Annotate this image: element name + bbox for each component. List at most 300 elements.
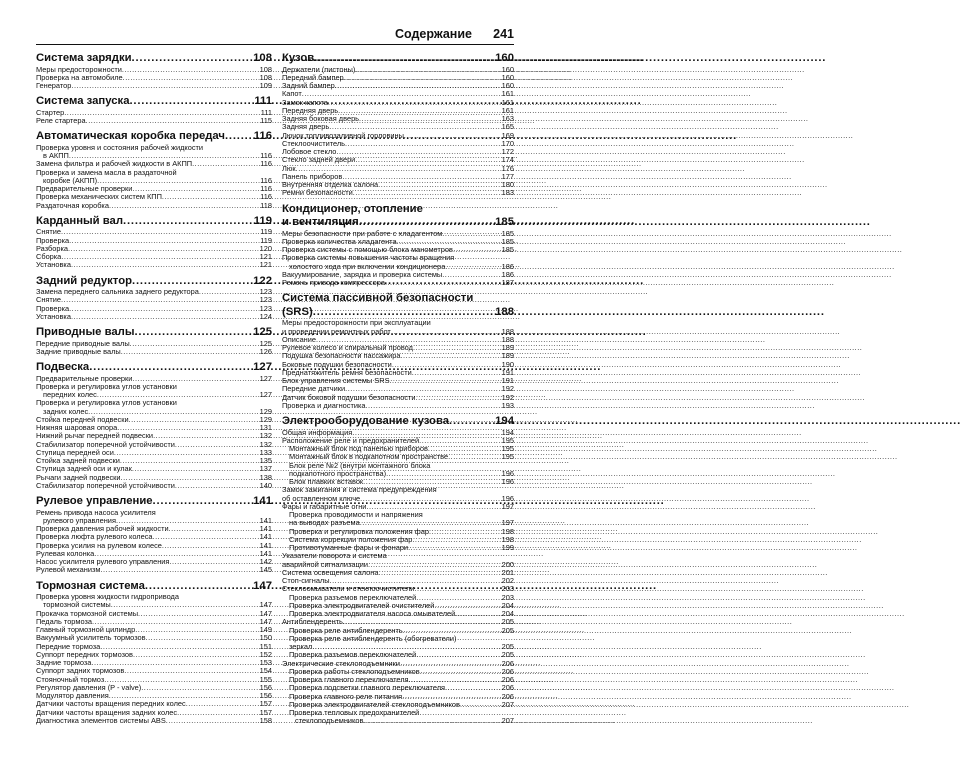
entry-page: 120 bbox=[259, 243, 272, 253]
section-page: 194 bbox=[495, 415, 514, 427]
entry-text: Противотуманные фары и фонари bbox=[289, 543, 409, 552]
entry-text: Блок управления системы SRS bbox=[282, 376, 390, 385]
entry-text: Преднатяжитель ремня безопасности bbox=[282, 367, 412, 377]
dot-leader bbox=[71, 261, 260, 269]
entry-page: 186 bbox=[501, 269, 514, 279]
entry-text: Монтажный блок в подкапотном пространстве bbox=[289, 452, 449, 462]
entry-page: 204 bbox=[501, 609, 514, 618]
entry-text: Рулевая колонка bbox=[36, 548, 95, 558]
entry-text: Проверка и регулировка углов установки bbox=[36, 381, 177, 391]
entry-page: 174 bbox=[501, 155, 514, 165]
dot-leader bbox=[359, 216, 495, 230]
toc-entry bbox=[36, 82, 272, 90]
entry-text: коробке (АКПП) bbox=[43, 175, 98, 185]
entry-text: Задний бампер bbox=[282, 81, 335, 90]
entry-text: Ремень привода компрессора bbox=[282, 278, 385, 287]
entry-text: Рычаги задней подвески bbox=[36, 472, 121, 482]
entry-page: 141 bbox=[259, 515, 272, 525]
entry-text: Замена фильтра и рабочей жидкости в АКПП bbox=[36, 159, 193, 169]
toc-section bbox=[36, 130, 272, 210]
section-page: 108 bbox=[253, 52, 272, 64]
entry-page: 116 bbox=[260, 151, 272, 160]
entry-text: Предварительные проверки bbox=[36, 373, 133, 383]
entry-page: 188 bbox=[501, 326, 514, 336]
entry-page: 170 bbox=[501, 138, 514, 148]
entry-page: 141 bbox=[259, 548, 272, 558]
section-title: Кузов bbox=[282, 52, 315, 64]
entry-page: 169 bbox=[501, 130, 514, 140]
section-heading bbox=[36, 495, 272, 509]
entry-page: 192 bbox=[501, 392, 514, 402]
entry-page: 195 bbox=[501, 444, 514, 453]
entry-page: 158 bbox=[259, 715, 272, 725]
entry-page: 185 bbox=[501, 245, 514, 254]
entry-page: 141 bbox=[259, 532, 272, 542]
toc-entry bbox=[282, 279, 514, 287]
entry-text: Описание bbox=[282, 334, 317, 344]
toc-section bbox=[36, 580, 272, 726]
entry-page: 141 bbox=[259, 524, 272, 533]
entry-text: Монтажный блок под панелью приборов bbox=[289, 444, 428, 453]
entry-text: Замок зажигания и система предупреждения bbox=[282, 485, 437, 495]
dot-leader bbox=[385, 279, 502, 287]
section-heading bbox=[282, 203, 514, 217]
section-heading bbox=[36, 95, 272, 109]
entry-text: Проверка усилия на рулевом колесе bbox=[36, 540, 162, 550]
dot-leader bbox=[460, 701, 502, 709]
entry-page: 205 bbox=[501, 625, 514, 635]
entry-text: Передний бампер bbox=[282, 72, 344, 82]
entry-text: Проверка главного переключателя bbox=[289, 675, 409, 684]
dot-leader bbox=[71, 313, 260, 321]
entry-page: 156 bbox=[259, 691, 272, 700]
entry-text: Сборка bbox=[36, 252, 62, 261]
toc-entry bbox=[36, 348, 272, 356]
entry-text: Проверка уровня и состояния рабочей жидкости bbox=[36, 142, 204, 152]
entry-text: Подушка безопасности пассажира bbox=[282, 351, 401, 361]
entry-page: 141 bbox=[259, 540, 272, 550]
entry-text: Проверка разъемов переключателей bbox=[289, 650, 417, 660]
entry-text: Рулевой механизм bbox=[36, 565, 101, 575]
entry-text: Проверка разъемов переключателей bbox=[289, 592, 417, 602]
entry-text: Проверка механических систем КПП bbox=[36, 192, 162, 202]
entry-text: тормозной системы bbox=[43, 600, 111, 610]
entry-text: Снятие bbox=[36, 295, 62, 305]
entry-page: 206 bbox=[501, 666, 514, 676]
section-heading bbox=[36, 52, 272, 66]
entry-page: 132 bbox=[259, 439, 272, 449]
entry-text: Проверка люфта рулевого колеса bbox=[36, 532, 153, 542]
toc-entry bbox=[36, 482, 272, 490]
section-heading bbox=[282, 52, 514, 66]
entry-text: задних колес bbox=[43, 406, 89, 416]
entry-page: 206 bbox=[501, 658, 514, 668]
section-title: Система зарядки bbox=[36, 52, 132, 64]
toc-section bbox=[282, 52, 514, 198]
entry-page: 200 bbox=[501, 559, 514, 569]
entry-text: Генератор bbox=[36, 81, 72, 90]
entry-page: 161 bbox=[501, 97, 514, 107]
dot-leader bbox=[100, 566, 259, 574]
toc-entry bbox=[36, 261, 272, 269]
entry-text: Ремни безопасности bbox=[282, 188, 353, 198]
entry-page: 156 bbox=[259, 682, 272, 692]
entry-text: Стартер bbox=[36, 107, 65, 117]
entry-text: Задние приводные валы bbox=[36, 346, 121, 356]
entry-text: в АКПП bbox=[43, 151, 69, 160]
toc-section bbox=[36, 361, 272, 490]
entry-page: 157 bbox=[259, 699, 272, 709]
entry-text: Прокачка тормозной системы bbox=[36, 608, 139, 618]
dot-leader bbox=[153, 495, 254, 509]
section-page: 119 bbox=[253, 214, 272, 227]
entry-text: Реле стартера bbox=[36, 116, 86, 125]
toc-section bbox=[36, 52, 272, 90]
entry-page: 207 bbox=[501, 716, 514, 726]
entry-text: Установка bbox=[36, 311, 71, 321]
entry-text: Педаль тормоза bbox=[36, 616, 93, 626]
entry-text: зеркал bbox=[289, 642, 313, 651]
toc-section bbox=[36, 275, 272, 322]
entry-text: Главный тормозной цилиндр bbox=[36, 625, 136, 634]
entry-text: Проверка и диагностика bbox=[282, 400, 366, 410]
section-title: Карданный вал bbox=[36, 214, 124, 227]
entry-page: 196 bbox=[501, 468, 514, 478]
toc-entry bbox=[36, 313, 272, 321]
entry-page: 119 bbox=[260, 227, 272, 237]
entry-text: Суппорт задних тормозов bbox=[36, 666, 125, 676]
entry-text: Ремень привода насоса усилителя bbox=[36, 507, 156, 517]
entry-page: 140 bbox=[259, 480, 272, 490]
entry-page: 176 bbox=[501, 163, 514, 173]
entry-text: Замок капота bbox=[282, 97, 328, 107]
dot-leader bbox=[366, 402, 502, 410]
toc-section bbox=[282, 415, 514, 726]
entry-text: Передние тормоза bbox=[36, 641, 101, 651]
entry-page: 123 bbox=[259, 287, 272, 296]
entry-text: и проведении ремонтных работ bbox=[282, 326, 391, 336]
entry-page: 123 bbox=[259, 295, 272, 305]
entry-page: 132 bbox=[259, 431, 272, 441]
entry-text: аварийной сигнализации bbox=[282, 559, 368, 569]
entry-page: 149 bbox=[259, 625, 272, 634]
entry-page: 195 bbox=[501, 452, 514, 462]
entry-page: 203 bbox=[501, 592, 514, 602]
entry-text: Модулятор давления bbox=[36, 691, 109, 700]
entry-text: Диагностика элементов системы ABS bbox=[36, 715, 166, 725]
section-page: 188 bbox=[495, 305, 514, 318]
entry-page: 203 bbox=[501, 584, 514, 594]
section-page: 111 bbox=[254, 95, 272, 108]
entry-text: Проверка реле антиблендеренть (обогреватели) bbox=[289, 633, 457, 643]
toc-entry bbox=[36, 117, 272, 125]
section-title: Задний редуктор bbox=[36, 274, 132, 287]
entry-page: 116 bbox=[260, 159, 272, 169]
entry-text: Передние приводные валы bbox=[36, 338, 130, 348]
dot-leader bbox=[225, 130, 254, 144]
entry-page: 121 bbox=[259, 252, 272, 261]
section-heading bbox=[36, 361, 272, 375]
entry-text: Нижний рычаг передней подвески bbox=[36, 431, 154, 441]
section-heading bbox=[36, 275, 272, 289]
entry-text: Регулятор давления (P - valve) bbox=[36, 682, 142, 692]
entry-text: Замена переднего сальника заднего редуктора bbox=[36, 287, 199, 296]
entry-text: Система коррекции положения фар bbox=[289, 534, 413, 544]
entry-text: Стабилизатор поперечной устойчивости bbox=[36, 439, 175, 449]
entry-page: 206 bbox=[501, 675, 514, 684]
entry-text: Передние датчики bbox=[282, 384, 346, 394]
entry-page: 191 bbox=[501, 367, 514, 377]
entry-text: Меры предосторожности bbox=[36, 64, 122, 74]
entry-text: Боковые подушки безопасности bbox=[282, 359, 392, 369]
entry-page: 207 bbox=[501, 699, 514, 709]
entry-page: 180 bbox=[501, 180, 514, 189]
entry-page: 183 bbox=[501, 188, 514, 198]
entry-page: 133 bbox=[259, 447, 272, 457]
entry-text: Передняя дверь bbox=[282, 105, 339, 115]
toc-entry bbox=[36, 717, 272, 725]
entry-text: Общая информация bbox=[282, 427, 353, 437]
section-title: Подвеска bbox=[36, 361, 90, 373]
entry-text: Предварительные проверки bbox=[36, 184, 133, 193]
entry-text: Проверка bbox=[36, 235, 70, 245]
entry-text: Проверка давления рабочей жидкости bbox=[36, 524, 169, 533]
entry-page: 196 bbox=[501, 477, 514, 486]
page-number: 241 bbox=[493, 27, 514, 41]
entry-page: 186 bbox=[501, 261, 514, 271]
entry-page: 196 bbox=[501, 493, 514, 503]
entry-text: Разборка bbox=[36, 243, 68, 253]
entry-page: 126 bbox=[259, 346, 272, 356]
entry-page: 127 bbox=[259, 373, 272, 383]
section-heading bbox=[282, 292, 514, 306]
section-page: 127 bbox=[253, 361, 272, 373]
entry-page: 142 bbox=[259, 557, 272, 566]
entry-text: Суппорт передних тормозов bbox=[36, 649, 133, 659]
section-page: 125 bbox=[253, 326, 272, 338]
entry-page: 154 bbox=[259, 666, 272, 676]
entry-text: Меры безопасности при работе с хладагентом bbox=[282, 228, 443, 238]
entry-page: 205 bbox=[501, 642, 514, 651]
entry-text: об оставленном ключе bbox=[282, 493, 361, 503]
entry-page: 119 bbox=[260, 235, 272, 245]
entry-text: Проверка главного реле питания bbox=[289, 691, 403, 701]
section-title: Электрооборудование кузова bbox=[282, 415, 450, 427]
entry-text: Снятие bbox=[36, 227, 62, 237]
entry-page: 124 bbox=[259, 311, 272, 321]
entry-page: 131 bbox=[259, 423, 272, 432]
entry-text: Лючок топливозаливной горловины bbox=[282, 130, 404, 140]
dot-leader bbox=[71, 82, 259, 90]
entry-text: Ступица задней оси и кулак bbox=[36, 464, 132, 474]
entry-text: Указатели поворота и система bbox=[282, 551, 387, 561]
entry-page: 177 bbox=[501, 171, 514, 181]
entry-page: 160 bbox=[501, 64, 514, 74]
entry-page: 206 bbox=[501, 691, 514, 701]
entry-page: 108 bbox=[259, 64, 272, 74]
entry-text: Задняя боковая дверь bbox=[282, 114, 360, 123]
entry-page: 185 bbox=[501, 236, 514, 246]
entry-page: 121 bbox=[259, 260, 272, 270]
dot-leader bbox=[89, 361, 253, 375]
entry-page: 116 bbox=[260, 184, 272, 193]
entry-text: Электрические стеклоподъемники bbox=[282, 658, 401, 668]
dot-leader bbox=[109, 202, 260, 210]
toc-entry bbox=[36, 202, 272, 210]
entry-text: рулевого управления bbox=[43, 515, 116, 525]
entry-text: Меры предосторожности при эксплуатации bbox=[282, 318, 431, 328]
page-title: Содержание bbox=[394, 27, 472, 41]
entry-text: Капот bbox=[282, 89, 302, 99]
toc-section bbox=[36, 326, 272, 356]
entry-text: стеклоподъемников bbox=[295, 716, 364, 726]
entry-page: 189 bbox=[501, 343, 514, 352]
entry-text: Проверка и регулировка углов установки bbox=[36, 398, 177, 408]
entry-text: на выводах разъема bbox=[289, 518, 360, 528]
entry-page: 163 bbox=[501, 114, 514, 123]
entry-page: 116 bbox=[260, 192, 272, 202]
entry-text: Стойка передней подвески bbox=[36, 414, 129, 424]
entry-text: Панель приборов bbox=[282, 171, 343, 181]
toc-section bbox=[282, 203, 514, 288]
entry-text: Раздаточная коробка bbox=[36, 200, 109, 210]
entry-page: 205 bbox=[501, 617, 514, 627]
dot-leader bbox=[363, 717, 501, 725]
entry-page: 197 bbox=[501, 518, 514, 528]
section-title: Автоматическая коробка передач bbox=[36, 130, 225, 143]
entry-page: 111 bbox=[260, 107, 272, 117]
entry-text: Проверка реле антиблендеренть bbox=[289, 625, 403, 635]
entry-text: Нижняя шаровая опора bbox=[36, 423, 118, 432]
dot-leader bbox=[453, 246, 502, 254]
entry-page: 165 bbox=[501, 122, 514, 132]
entry-text: Проверка системы повышения частоты вращения bbox=[282, 253, 455, 263]
entry-text: Проверка работы стеклоподъемников bbox=[289, 666, 420, 676]
section-page: 141 bbox=[253, 495, 272, 507]
entry-page: 147 bbox=[259, 608, 272, 618]
section-heading bbox=[36, 326, 272, 340]
entry-page: 198 bbox=[501, 526, 514, 536]
entry-page: 116 bbox=[260, 175, 272, 185]
entry-text: Стойка задней подвески bbox=[36, 456, 120, 465]
entry-page: 201 bbox=[501, 567, 514, 577]
entry-text: Датчики частоты вращения задних колес bbox=[36, 707, 178, 717]
entry-text: Проверка тепловых предохранителей bbox=[289, 708, 420, 717]
entry-page: 190 bbox=[501, 359, 514, 369]
entry-text: Люк bbox=[282, 163, 296, 173]
entry-page: 202 bbox=[501, 576, 514, 585]
entry-page: 118 bbox=[260, 200, 272, 210]
header-rule bbox=[36, 44, 514, 45]
entry-page: 127 bbox=[259, 390, 272, 399]
toc-section bbox=[36, 215, 272, 270]
entry-page: 147 bbox=[259, 600, 272, 610]
section-title: Система запуска bbox=[36, 95, 130, 108]
section-page: 122 bbox=[253, 274, 272, 287]
dot-leader bbox=[192, 160, 260, 168]
entry-page: 109 bbox=[259, 81, 272, 90]
toc-section bbox=[36, 95, 272, 125]
entry-text: Датчик боковой подушки безопасности bbox=[282, 392, 416, 402]
toc-entry bbox=[282, 717, 514, 725]
entry-page: 115 bbox=[260, 116, 272, 125]
toc-section bbox=[36, 495, 272, 575]
dot-leader bbox=[134, 326, 253, 340]
entry-page: 205 bbox=[501, 650, 514, 660]
entry-page: 160 bbox=[501, 72, 514, 82]
entry-page: 191 bbox=[501, 376, 514, 385]
entry-page: 152 bbox=[259, 649, 272, 659]
entry-text: Вакуумный усилитель тормозов bbox=[36, 633, 146, 643]
dot-leader bbox=[353, 189, 502, 197]
section-title: Рулевое управление bbox=[36, 495, 153, 507]
entry-text: Задние тормоза bbox=[36, 658, 92, 667]
entry-page: 129 bbox=[259, 406, 272, 416]
entry-page: 153 bbox=[259, 658, 272, 667]
entry-text: Проверка электродвигателя насоса омывателей bbox=[289, 609, 456, 618]
entry-text: Стеклоомыватели и стеклоочистители bbox=[282, 584, 415, 594]
entry-text: Расположение реле и предохранителей bbox=[282, 435, 420, 445]
entry-page: 192 bbox=[501, 384, 514, 394]
entry-text: Держатели (пистоны) bbox=[282, 64, 356, 74]
entry-text: Проверка количества хладагента bbox=[282, 236, 397, 246]
entry-page: 193 bbox=[501, 400, 514, 410]
entry-page: 135 bbox=[259, 456, 272, 465]
entry-text: Блок плавких вставок bbox=[289, 477, 364, 486]
toc-column-left bbox=[36, 52, 272, 730]
entry-page: 129 bbox=[259, 414, 272, 424]
entry-text: Стеклоочиститель bbox=[282, 138, 346, 148]
entry-page: 108 bbox=[259, 72, 272, 82]
entry-text: подкапотного пространства) bbox=[289, 468, 387, 478]
toc-section bbox=[282, 292, 514, 410]
entry-text: Стекло задней двери bbox=[282, 155, 356, 165]
page-header bbox=[36, 27, 514, 42]
entry-page: 161 bbox=[501, 105, 514, 115]
section-page: 147 bbox=[253, 579, 272, 592]
toc-entry bbox=[36, 566, 272, 574]
entry-page: 195 bbox=[501, 435, 514, 445]
entry-page: 204 bbox=[501, 600, 514, 610]
entry-page: 125 bbox=[259, 338, 272, 348]
dot-leader bbox=[313, 306, 495, 320]
entry-text: Блок реле №2 (внутри монтажного блока bbox=[289, 460, 431, 470]
entry-text: Проверка и регулировка положения фар bbox=[289, 526, 429, 536]
entry-text: Стоп-сигналы bbox=[282, 576, 330, 585]
entry-page: 155 bbox=[259, 674, 272, 684]
dot-leader bbox=[175, 482, 260, 490]
entry-page: 138 bbox=[259, 472, 272, 482]
section-title-cont: (SRS) bbox=[282, 305, 313, 318]
entry-text: Вакуумирование, зарядка и проверка системы bbox=[282, 269, 443, 279]
dot-leader bbox=[166, 717, 260, 725]
section-title: Система пассивной безопасности bbox=[282, 292, 474, 305]
section-title: Тормозная система bbox=[36, 579, 145, 592]
entry-text: Проверка электродвигателей очистителей bbox=[289, 600, 435, 610]
dot-leader bbox=[86, 117, 261, 125]
dot-leader bbox=[123, 215, 254, 229]
entry-page: 198 bbox=[501, 534, 514, 544]
section-heading bbox=[282, 216, 514, 230]
entry-text: Установка bbox=[36, 260, 71, 270]
dot-leader bbox=[408, 544, 502, 552]
entry-text: Насос усилителя рулевого управления bbox=[36, 557, 170, 566]
dot-leader bbox=[145, 580, 253, 594]
section-title: Кондиционер, отопление bbox=[282, 202, 423, 215]
entry-page: 189 bbox=[501, 351, 514, 361]
entry-text: Стояночный тормоз bbox=[36, 674, 105, 684]
entry-page: 147 bbox=[259, 616, 272, 626]
